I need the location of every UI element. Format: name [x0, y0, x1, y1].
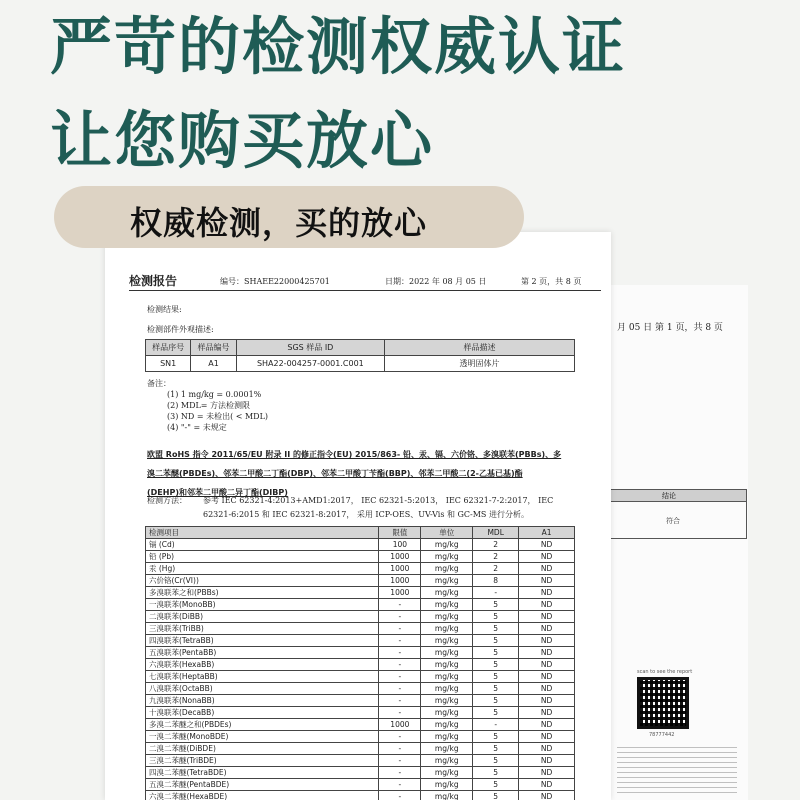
table-cell: mg/kg: [421, 719, 473, 731]
rohs-line: 欧盟 RoHS 指令 2011/65/EU 附录 II 的修正指令(EU) 2015/863- 铅、汞、镉、六价铬、多溴联苯(PBBs)、多: [147, 450, 562, 459]
report-number: 编号：SHAEE22000425701: [220, 277, 330, 286]
table-cell: 5: [473, 707, 519, 719]
table-row: [146, 683, 575, 695]
results-header: 单位: [421, 527, 473, 539]
sample-header: 样品序号: [146, 340, 191, 356]
table-cell: 十溴联苯(DecaBB): [146, 707, 379, 719]
sample-table: [145, 339, 575, 372]
table-cell: 汞 (Hg): [146, 563, 379, 575]
table-cell: ND: [519, 779, 575, 791]
table-cell: mg/kg: [421, 563, 473, 575]
table-cell: 三溴联苯(TriBB): [146, 623, 379, 635]
table-cell: -: [379, 599, 421, 611]
table-cell: 2: [473, 539, 519, 551]
table-cell: 5: [473, 755, 519, 767]
table-cell: 5: [473, 623, 519, 635]
table-cell: ND: [519, 707, 575, 719]
table-cell: ND: [519, 635, 575, 647]
table-cell: ND: [519, 659, 575, 671]
test-report-page: [105, 232, 611, 800]
table-cell: 5: [473, 695, 519, 707]
table-cell: mg/kg: [421, 575, 473, 587]
qr-caption: scan to see the report: [637, 669, 693, 675]
table-cell: mg/kg: [421, 671, 473, 683]
table-cell: 5: [473, 659, 519, 671]
table-cell: 铅 (Pb): [146, 551, 379, 563]
table-cell: mg/kg: [421, 623, 473, 635]
results-header: A1: [519, 527, 575, 539]
table-cell: ND: [519, 743, 575, 755]
report-page-number: 第 2 页，共 8 页: [521, 277, 582, 286]
table-cell: ND: [519, 623, 575, 635]
note-item: (4) "-" = 未规定: [167, 423, 227, 432]
table-cell: mg/kg: [421, 743, 473, 755]
table-cell: 五溴二苯醚(PentaBDE): [146, 779, 379, 791]
table-cell: 5: [473, 671, 519, 683]
results-header: MDL: [473, 527, 519, 539]
back-conclusion-table: [607, 489, 747, 539]
table-cell: mg/kg: [421, 539, 473, 551]
results-header: 限值: [379, 527, 421, 539]
table-cell: mg/kg: [421, 791, 473, 800]
table-row: [146, 791, 575, 800]
table-row: [146, 551, 575, 563]
table-cell: 六溴二苯醚(HexaBDE): [146, 791, 379, 800]
banner-text: 权威检测，买的放心: [130, 204, 428, 242]
table-cell: 一溴二苯醚(MonoBDE): [146, 731, 379, 743]
table-cell: 二溴联苯(DiBB): [146, 611, 379, 623]
table-cell: -: [379, 623, 421, 635]
table-cell: 六价铬(Cr(VI)): [146, 575, 379, 587]
table-row: [146, 779, 575, 791]
table-row: [146, 731, 575, 743]
method-line: 62321-6:2015 和 IEC 62321-8:2017， 采用 ICP-OES、UV-Vis 和 GC-MS 进行分析。: [203, 510, 529, 519]
table-cell: 四溴二苯醚(TetraBDE): [146, 767, 379, 779]
table-cell: 2: [473, 551, 519, 563]
table-cell: -: [379, 683, 421, 695]
table-cell: ND: [519, 683, 575, 695]
table-cell: ND: [519, 731, 575, 743]
sample-cell: 透明固体片: [385, 356, 575, 372]
table-cell: -: [379, 767, 421, 779]
table-cell: -: [379, 755, 421, 767]
table-cell: -: [379, 647, 421, 659]
table-cell: ND: [519, 755, 575, 767]
table-cell: 5: [473, 611, 519, 623]
back-conclusion-header: 结论: [662, 492, 676, 500]
table-cell: 六溴联苯(HexaBB): [146, 659, 379, 671]
table-cell: 多溴联苯之和(PBBs): [146, 587, 379, 599]
table-cell: ND: [519, 587, 575, 599]
table-row: [146, 719, 575, 731]
table-row: [146, 623, 575, 635]
results-table: [145, 526, 575, 800]
banner-pill: [54, 186, 524, 248]
table-row: [146, 755, 575, 767]
headline-line-1: 严苛的检测权威认证: [50, 10, 627, 83]
notes-label: 备注：: [147, 379, 171, 388]
table-cell: 1000: [379, 575, 421, 587]
table-row: [146, 575, 575, 587]
results-header: 检测项目: [146, 527, 379, 539]
table-cell: 5: [473, 767, 519, 779]
table-cell: ND: [519, 647, 575, 659]
table-cell: ND: [519, 767, 575, 779]
table-cell: 二溴二苯醚(DiBDE): [146, 743, 379, 755]
table-cell: ND: [519, 791, 575, 800]
table-cell: 1000: [379, 551, 421, 563]
table-cell: ND: [519, 695, 575, 707]
report-date: 日期：2022 年 08 月 05 日: [385, 277, 487, 286]
qr-code-icon: [637, 677, 689, 729]
table-cell: 四溴联苯(TetraBB): [146, 635, 379, 647]
table-row: [146, 635, 575, 647]
table-cell: mg/kg: [421, 767, 473, 779]
table-row: [146, 695, 575, 707]
table-row: [146, 539, 575, 551]
table-cell: 1000: [379, 563, 421, 575]
qr-id: 78777442: [649, 732, 675, 738]
table-cell: mg/kg: [421, 599, 473, 611]
table-cell: 八溴联苯(OctaBB): [146, 683, 379, 695]
table-cell: mg/kg: [421, 683, 473, 695]
table-row: [146, 659, 575, 671]
sample-cell: SN1: [146, 356, 191, 372]
table-cell: ND: [519, 563, 575, 575]
sample-header: 样品编号: [191, 340, 236, 356]
table-cell: ND: [519, 539, 575, 551]
table-cell: mg/kg: [421, 551, 473, 563]
table-cell: 一溴联苯(MonoBB): [146, 599, 379, 611]
table-cell: 1000: [379, 719, 421, 731]
table-cell: ND: [519, 611, 575, 623]
sample-header: 样品描述: [385, 340, 575, 356]
table-cell: mg/kg: [421, 647, 473, 659]
table-cell: 2: [473, 563, 519, 575]
table-cell: -: [379, 695, 421, 707]
table-row: [146, 707, 575, 719]
back-conclusion-value: 符合: [666, 517, 680, 525]
sample-header: SGS 样品 ID: [236, 340, 384, 356]
table-cell: -: [379, 791, 421, 800]
headline-line-2: 让您购买放心: [50, 104, 435, 177]
rohs-line: (DEHP)和邻苯二甲酸二异丁酯(DIBP): [147, 488, 288, 497]
table-cell: -: [379, 611, 421, 623]
notes-block: [147, 378, 268, 433]
table-cell: 5: [473, 683, 519, 695]
sample-cell: SHA22-004257-0001.C001: [236, 356, 384, 372]
table-row: [146, 587, 575, 599]
sample-cell: A1: [191, 356, 236, 372]
table-cell: -: [379, 731, 421, 743]
table-cell: mg/kg: [421, 707, 473, 719]
method-label: 检测方法：: [147, 496, 187, 505]
note-item: (1) 1 mg/kg = 0.0001%: [167, 390, 262, 399]
table-cell: 多溴二苯醚之和(PBDEs): [146, 719, 379, 731]
table-cell: 镉 (Cd): [146, 539, 379, 551]
table-cell: -: [379, 743, 421, 755]
table-row: [146, 743, 575, 755]
table-cell: 5: [473, 599, 519, 611]
table-cell: -: [379, 707, 421, 719]
table-row: [146, 563, 575, 575]
table-cell: ND: [519, 599, 575, 611]
table-cell: mg/kg: [421, 731, 473, 743]
table-cell: -: [379, 659, 421, 671]
table-cell: ND: [519, 575, 575, 587]
table-cell: 5: [473, 779, 519, 791]
table-cell: 100: [379, 539, 421, 551]
table-cell: 5: [473, 743, 519, 755]
table-cell: 七溴联苯(HeptaBB): [146, 671, 379, 683]
table-cell: -: [379, 779, 421, 791]
table-cell: mg/kg: [421, 611, 473, 623]
table-cell: 五溴联苯(PentaBB): [146, 647, 379, 659]
table-row: [146, 599, 575, 611]
table-cell: mg/kg: [421, 779, 473, 791]
table-cell: ND: [519, 719, 575, 731]
table-cell: mg/kg: [421, 587, 473, 599]
table-cell: -: [473, 719, 519, 731]
table-cell: ND: [519, 671, 575, 683]
header-rule: [129, 290, 601, 291]
table-row: [146, 611, 575, 623]
table-cell: mg/kg: [421, 659, 473, 671]
table-cell: 5: [473, 791, 519, 800]
test-method: [147, 494, 587, 522]
back-report-header: 月 05 日 第 1 页，共 8 页: [617, 323, 723, 333]
table-cell: -: [379, 671, 421, 683]
report-title: 检测报告: [129, 274, 178, 288]
results-label: 检测结果:: [147, 305, 182, 314]
table-cell: 三溴二苯醚(TriBDE): [146, 755, 379, 767]
table-cell: 5: [473, 647, 519, 659]
table-cell: -: [379, 635, 421, 647]
method-line: 参考 IEC 62321-4:2013+AMD1:2017， IEC 62321-5:2013， IEC 62321-7-2:2017， IEC: [203, 496, 554, 505]
fine-print-block: [617, 743, 737, 793]
note-item: (2) MDL= 方法检测限: [167, 401, 251, 410]
table-cell: mg/kg: [421, 635, 473, 647]
table-cell: 1000: [379, 587, 421, 599]
note-item: (3) ND = 未检出( < MDL): [167, 412, 269, 421]
table-cell: mg/kg: [421, 695, 473, 707]
table-cell: 5: [473, 731, 519, 743]
table-cell: ND: [519, 551, 575, 563]
table-cell: mg/kg: [421, 755, 473, 767]
table-cell: -: [473, 587, 519, 599]
parts-label: 检测部件外观描述:: [147, 325, 214, 334]
table-cell: 九溴联苯(NonaBB): [146, 695, 379, 707]
table-cell: 8: [473, 575, 519, 587]
rohs-line: 溴二苯醚(PBDEs)、邻苯二甲酸二丁酯(DBP)、邻苯二甲酸丁苄酯(BBP)、邻苯二甲酸二(2-乙基已基)酯: [147, 469, 523, 478]
table-cell: 5: [473, 635, 519, 647]
table-row: [146, 767, 575, 779]
table-row: [146, 671, 575, 683]
table-row: [146, 647, 575, 659]
